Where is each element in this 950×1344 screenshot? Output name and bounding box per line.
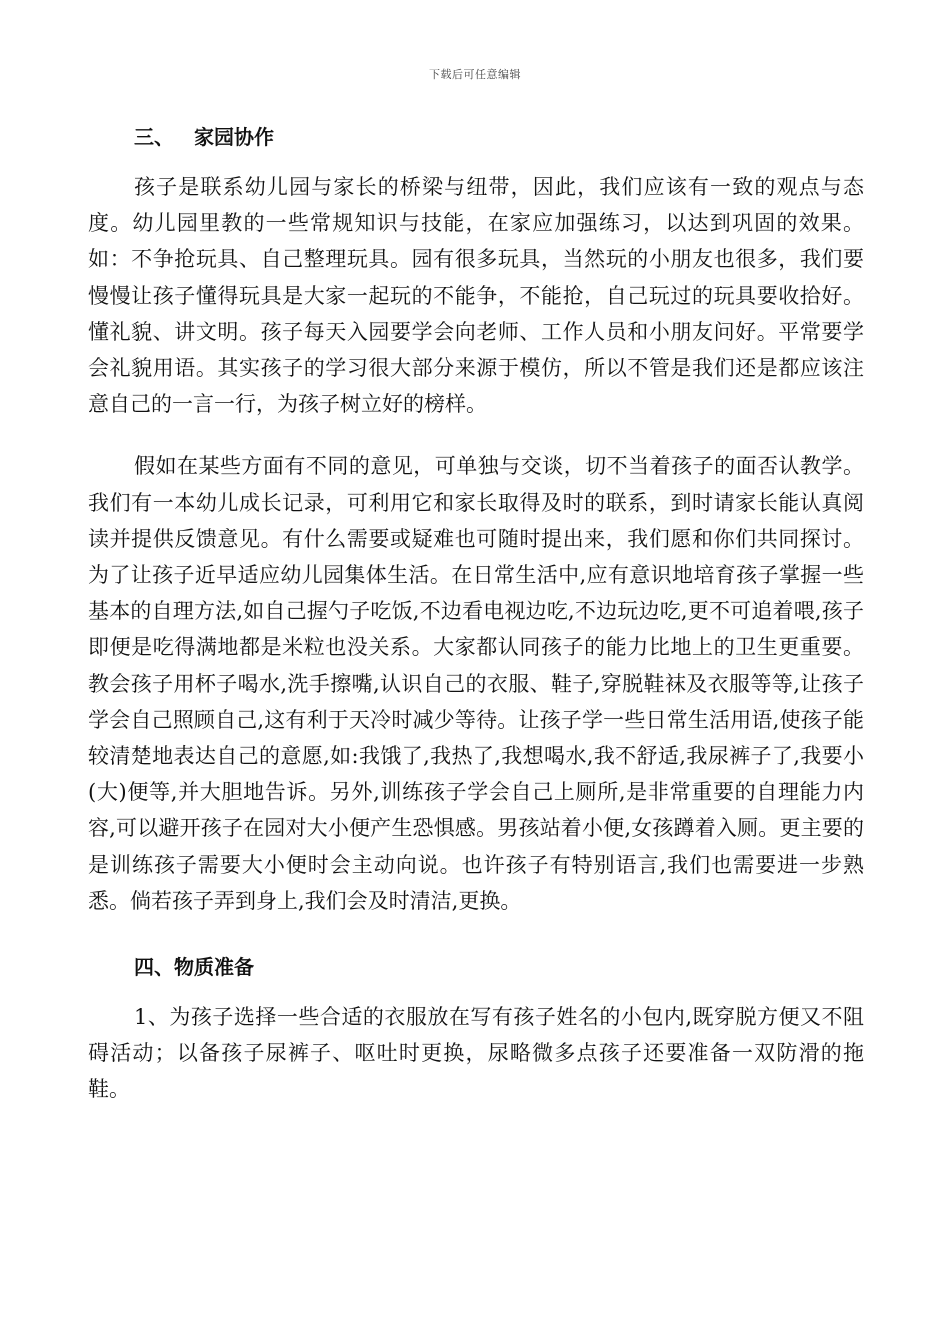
section-heading-family-cooperation (88, 115, 864, 159)
paragraph: 孩子是联系幼儿园与家长的桥梁与纽带，因此，我们应该有一致的观点与态度。幼儿园里教的一些常规知识与技能，在家应加强练习，以达到巩固的效果。如：不争抢玩具、自己整理玩具。园有很多玩具，当然玩的小朋友也很多，我们要慢慢让孩子懂得玩具是大家一起玩的不能争，不能抢，自己玩过的玩具要收拾好。懂礼貌、讲文明。孩子每天入园要学会向老师、工作人员和小朋友问好。平常要学会礼貌用语。其实孩子的学习很大部分来源于模仿，所以不管是我们还是都应该注意自己的一言一行，为孩子树立好的榜样。 (88, 175, 864, 417)
section-title: 物质准备 (174, 955, 254, 980)
section-title: 家园协作 (194, 125, 274, 149)
paragraph: 1、为孩子选择一些合适的衣服放在写有孩子姓名的小包内,既穿脱方便又不阻碍活动；以备孩子尿裤子、呕吐时更换，尿略微多点孩子还要准备一双防滑的拖鞋。 (88, 1005, 864, 1102)
section-number: 三、 (134, 125, 174, 149)
section-heading-material-preparation (88, 945, 864, 989)
section-number: 四、 (134, 955, 174, 980)
paragraph: 假如在某些方面有不同的意见，可单独与交谈，切不当着孩子的面否认教学。我们有一本幼儿成长记录，可利用它和家长取得及时的联系，到时请家长能认真阅读并提供反馈意见。有什么需要或疑难也可随时提出来，我们愿和你们共同探讨。为了让孩子近早适应幼儿园集体生活。在日常生活中,应有意识地培育孩子掌握一些基本的自理方法,如自己握勺子吃饭,不边看电视边吃,不边玩边吃,更不可追着喂,孩子即便是吃得满地都是米粒也没关系。大家都认同孩子的能力比地上的卫生更重要。教会孩子用杯子喝水,洗手擦嘴,认识自己的衣服、鞋子,穿脱鞋袜及衣服等等,让孩子学会自己照顾自己,这有利于天冷时减少等待。让孩子学一些日常生活用语,使孩子能较清楚地表达自己的意愿,如:我饿了,我热了,我想喝水,我不舒适,我尿裤子了,我要小(大)便等,并大胆地告诉。另外,训练孩子学会自己上厕所,是非常重要的自理能力内容,可以避开孩子在园对大小便产生恐惧感。男孩站着小便,女孩蹲着入厕。更主要的是训练孩子需要大小便时会主动向说。也许孩子有特别语言,我们也需要进一步熟悉。倘若孩子弄到身上,我们会及时清洁,更换。 (88, 454, 864, 913)
document-body (88, 115, 864, 1120)
header-note: 下载后可任意编辑 (429, 68, 521, 81)
